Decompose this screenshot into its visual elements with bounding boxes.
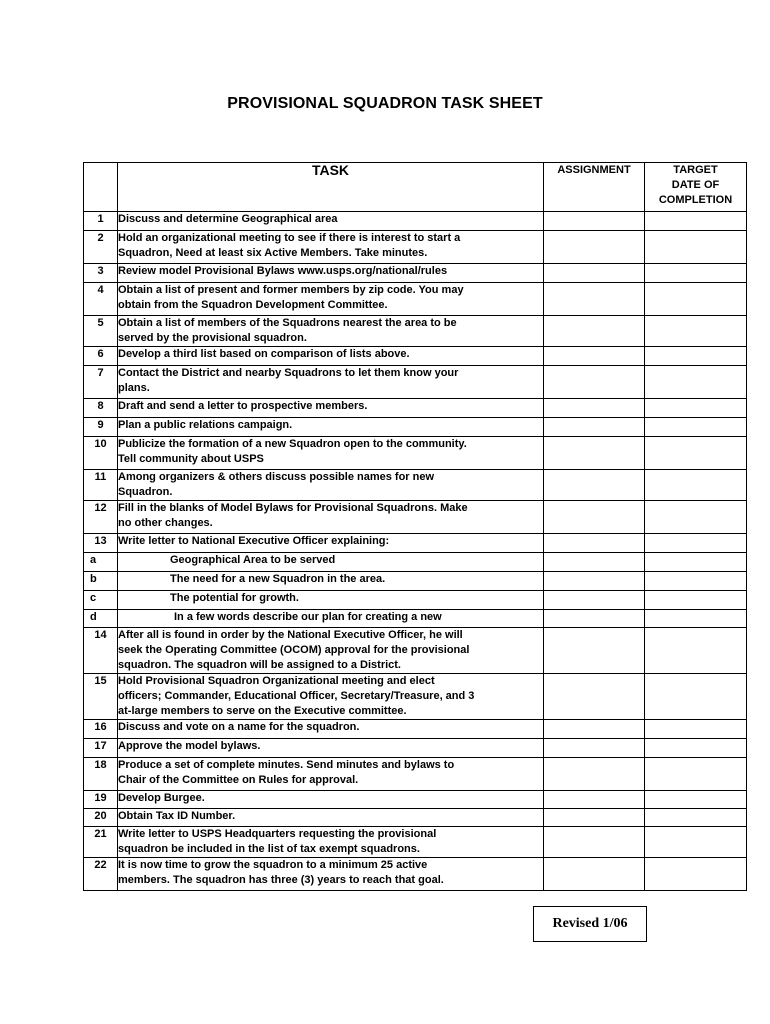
- row-assignment-cell[interactable]: [544, 231, 645, 264]
- row-task: Write letter to USPS Headquarters requesting the provisional squadron be included in the list of tax exempt squadrons.: [118, 827, 544, 858]
- row-number: 8: [84, 399, 118, 418]
- row-number: 15: [84, 674, 118, 720]
- row-number: 4: [84, 283, 118, 316]
- row-target-date-cell[interactable]: [645, 264, 747, 283]
- table-row: [84, 501, 747, 534]
- row-assignment-cell[interactable]: [544, 418, 645, 437]
- task-table-body: [84, 212, 747, 891]
- row-assignment-cell[interactable]: [544, 610, 645, 628]
- row-target-date-cell[interactable]: [645, 591, 747, 610]
- row-task: Obtain Tax ID Number.: [118, 809, 544, 827]
- table-row: [84, 366, 747, 399]
- row-assignment-cell[interactable]: [544, 809, 645, 827]
- row-assignment-cell[interactable]: [544, 399, 645, 418]
- table-row: [84, 572, 747, 591]
- row-number: 2: [84, 231, 118, 264]
- row-task: Obtain a list of members of the Squadrons nearest the area to be served by the provisional squadron.: [118, 316, 544, 347]
- row-assignment-cell[interactable]: [544, 674, 645, 720]
- row-target-date-cell[interactable]: [645, 791, 747, 809]
- row-target-date-cell[interactable]: [645, 827, 747, 858]
- table-row: [84, 827, 747, 858]
- row-number: a: [84, 553, 118, 572]
- table-row: [84, 628, 747, 674]
- table-row: [84, 720, 747, 739]
- table-row: [84, 316, 747, 347]
- row-task: After all is found in order by the National Executive Officer, he will seek the Operating Committee (OCOM) approval for the provisional squadron. The squadron will be assigned to a District.: [118, 628, 544, 674]
- row-target-date-cell[interactable]: [645, 231, 747, 264]
- row-number: 20: [84, 809, 118, 827]
- row-number: 7: [84, 366, 118, 399]
- table-row: [84, 809, 747, 827]
- row-number: 9: [84, 418, 118, 437]
- row-task: Hold Provisional Squadron Organizational meeting and elect officers; Commander, Educational Officer, Secretary/Treasure, and 3 at-large members to serve on the Executive committee.: [118, 674, 544, 720]
- row-target-date-cell[interactable]: [645, 316, 747, 347]
- row-task: Geographical Area to be served: [118, 553, 544, 572]
- table-row: [84, 347, 747, 366]
- table-row: [84, 758, 747, 791]
- row-assignment-cell[interactable]: [544, 264, 645, 283]
- table-header-row: [84, 163, 747, 212]
- row-number: 3: [84, 264, 118, 283]
- row-assignment-cell[interactable]: [544, 591, 645, 610]
- row-number: 13: [84, 534, 118, 553]
- row-number: d: [84, 610, 118, 628]
- row-target-date-cell[interactable]: [645, 437, 747, 470]
- row-task: Contact the District and nearby Squadrons to let them know your plans.: [118, 366, 544, 399]
- row-number: 17: [84, 739, 118, 758]
- row-number: 19: [84, 791, 118, 809]
- row-number: 1: [84, 212, 118, 231]
- row-task: The need for a new Squadron in the area.: [118, 572, 544, 591]
- row-target-date-cell[interactable]: [645, 534, 747, 553]
- row-number: b: [84, 572, 118, 591]
- table-row: [84, 437, 747, 470]
- row-task: The potential for growth.: [118, 591, 544, 610]
- row-number: c: [84, 591, 118, 610]
- header-assignment: ASSIGNMENT: [544, 163, 645, 212]
- row-task: Write letter to National Executive Officer explaining:: [118, 534, 544, 553]
- row-assignment-cell[interactable]: [544, 553, 645, 572]
- row-target-date-cell[interactable]: [645, 858, 747, 891]
- row-number: 22: [84, 858, 118, 891]
- row-task: Develop a third list based on comparison of lists above.: [118, 347, 544, 366]
- header-target-line2: DATE OF: [671, 179, 720, 191]
- row-target-date-cell[interactable]: [645, 501, 747, 534]
- row-assignment-cell[interactable]: [544, 470, 645, 501]
- row-assignment-cell[interactable]: [544, 212, 645, 231]
- table-row: [84, 610, 747, 628]
- table-row: [84, 283, 747, 316]
- row-number: 6: [84, 347, 118, 366]
- row-task: Draft and send a letter to prospective members.: [118, 399, 544, 418]
- table-row: [84, 231, 747, 264]
- row-target-date-cell[interactable]: [645, 610, 747, 628]
- row-target-date-cell[interactable]: [645, 809, 747, 827]
- table-row: [84, 553, 747, 572]
- row-assignment-cell[interactable]: [544, 316, 645, 347]
- header-target-line1: TARGET: [673, 164, 718, 176]
- row-task: Obtain a list of present and former members by zip code. You may obtain from the Squadron Development Committee.: [118, 283, 544, 316]
- row-number: 14: [84, 628, 118, 674]
- table-row: [84, 264, 747, 283]
- row-assignment-cell[interactable]: [544, 858, 645, 891]
- table-row: [84, 470, 747, 501]
- row-task: Review model Provisional Bylaws www.usps.org/national/rules: [118, 264, 544, 283]
- row-target-date-cell[interactable]: [645, 674, 747, 720]
- row-assignment-cell[interactable]: [544, 572, 645, 591]
- row-assignment-cell[interactable]: [544, 628, 645, 674]
- row-task: Among organizers & others discuss possible names for new Squadron.: [118, 470, 544, 501]
- table-row: [84, 534, 747, 553]
- row-target-date-cell[interactable]: [645, 366, 747, 399]
- row-task: Plan a public relations campaign.: [118, 418, 544, 437]
- row-assignment-cell[interactable]: [544, 366, 645, 399]
- header-target-line3: COMPLETION: [658, 194, 733, 206]
- header-task: TASK: [118, 163, 544, 212]
- row-assignment-cell[interactable]: [544, 791, 645, 809]
- table-row: [84, 591, 747, 610]
- task-table: [83, 162, 747, 891]
- header-number-cell: [84, 163, 118, 212]
- row-target-date-cell[interactable]: [645, 470, 747, 501]
- row-task: Discuss and vote on a name for the squadron.: [118, 720, 544, 739]
- row-task: Fill in the blanks of Model Bylaws for Provisional Squadrons. Make no other changes.: [118, 501, 544, 534]
- table-row: [84, 212, 747, 231]
- row-number: 11: [84, 470, 118, 501]
- row-target-date-cell[interactable]: [645, 347, 747, 366]
- row-assignment-cell[interactable]: [544, 758, 645, 791]
- row-number: 21: [84, 827, 118, 858]
- row-assignment-cell[interactable]: [544, 720, 645, 739]
- row-number: 5: [84, 316, 118, 347]
- row-assignment-cell[interactable]: [544, 534, 645, 553]
- row-task: Publicize the formation of a new Squadron open to the community. Tell community about USPS: [118, 437, 544, 470]
- row-number: 18: [84, 758, 118, 791]
- row-target-date-cell[interactable]: [645, 212, 747, 231]
- header-target-date: [645, 163, 747, 212]
- row-target-date-cell[interactable]: [645, 283, 747, 316]
- table-row: [84, 791, 747, 809]
- row-target-date-cell[interactable]: [645, 720, 747, 739]
- row-assignment-cell[interactable]: [544, 501, 645, 534]
- row-target-date-cell[interactable]: [645, 572, 747, 591]
- row-task: Approve the model bylaws.: [118, 739, 544, 758]
- table-row: [84, 399, 747, 418]
- row-number: 12: [84, 501, 118, 534]
- table-row: [84, 739, 747, 758]
- table-row: [84, 674, 747, 720]
- table-row: [84, 418, 747, 437]
- row-assignment-cell[interactable]: [544, 827, 645, 858]
- row-task: In a few words describe our plan for creating a new: [118, 610, 544, 628]
- row-task: Produce a set of complete minutes. Send minutes and bylaws to Chair of the Committee on Rules for approval.: [118, 758, 544, 791]
- row-assignment-cell[interactable]: [544, 739, 645, 758]
- page-title: PROVISIONAL SQUADRON TASK SHEET: [227, 95, 543, 112]
- row-task: It is now time to grow the squadron to a minimum 25 active members. The squadron has three (3) years to reach that goal.: [118, 858, 544, 891]
- row-task: Hold an organizational meeting to see if there is interest to start a Squadron, Need at least six Active Members. Take minutes.: [118, 231, 544, 264]
- table-row: [84, 858, 747, 891]
- row-assignment-cell[interactable]: [544, 347, 645, 366]
- row-target-date-cell[interactable]: [645, 553, 747, 572]
- row-target-date-cell[interactable]: [645, 418, 747, 437]
- row-target-date-cell[interactable]: [645, 628, 747, 674]
- row-target-date-cell[interactable]: [645, 758, 747, 791]
- row-task: Develop Burgee.: [118, 791, 544, 809]
- revised-box: Revised 1/06: [533, 906, 647, 942]
- row-number: 10: [84, 437, 118, 470]
- row-assignment-cell[interactable]: [544, 437, 645, 470]
- row-number: 16: [84, 720, 118, 739]
- row-task: Discuss and determine Geographical area: [118, 212, 544, 231]
- row-target-date-cell[interactable]: [645, 399, 747, 418]
- row-assignment-cell[interactable]: [544, 283, 645, 316]
- row-target-date-cell[interactable]: [645, 739, 747, 758]
